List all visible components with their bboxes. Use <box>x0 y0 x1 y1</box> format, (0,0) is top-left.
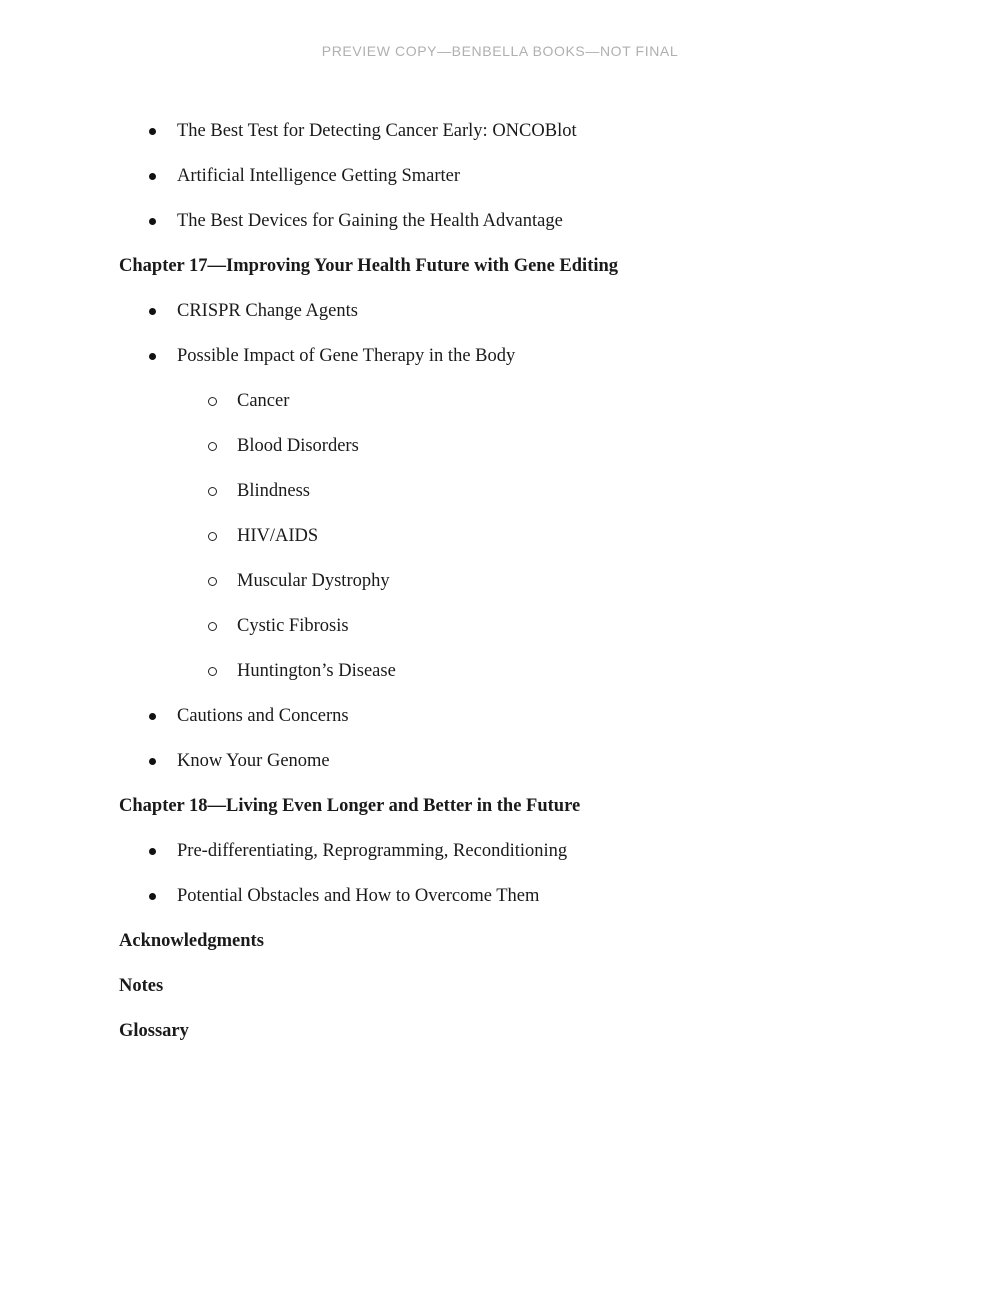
bullet-icon <box>149 848 156 855</box>
bullet-icon <box>149 353 156 360</box>
bullet-icon <box>149 758 156 765</box>
table-of-contents <box>119 121 970 1066</box>
toc-item-label: Artificial Intelligence Getting Smarter <box>177 166 461 186</box>
preview-watermark: PREVIEW COPY—BENBELLA BOOKS—NOT FINAL <box>321 43 679 59</box>
open-circle-bullet-icon <box>208 622 217 631</box>
bullet-icon <box>149 128 156 135</box>
toc-item <box>119 841 970 861</box>
toc-item <box>119 706 970 726</box>
toc-item-label: CRISPR Change Agents <box>177 301 358 321</box>
toc-item <box>119 346 970 366</box>
bullet-icon <box>149 893 156 900</box>
bullet-icon <box>149 218 156 225</box>
toc-item <box>119 166 970 186</box>
toc-item <box>119 751 970 771</box>
chapter-18-heading: Chapter 18—Living Even Longer and Better in the Future <box>119 796 581 816</box>
toc-item-label: The Best Devices for Gaining the Health Advantage <box>177 211 563 231</box>
toc-item-label: Possible Impact of Gene Therapy in the Body <box>177 346 516 366</box>
toc-sub-item <box>119 391 970 411</box>
back-matter-glossary: Glossary <box>119 1021 189 1041</box>
toc-sub-item <box>119 571 970 591</box>
back-matter-notes: Notes <box>119 976 164 996</box>
open-circle-bullet-icon <box>208 532 217 541</box>
toc-sub-item-label: Cancer <box>237 391 290 411</box>
open-circle-bullet-icon <box>208 667 217 676</box>
bullet-icon <box>149 308 156 315</box>
open-circle-bullet-icon <box>208 397 217 406</box>
toc-sub-item <box>119 481 970 501</box>
toc-sub-item <box>119 436 970 456</box>
open-circle-bullet-icon <box>208 442 217 451</box>
bullet-icon <box>149 713 156 720</box>
chapter-17-heading: Chapter 17—Improving Your Health Future with Gene Editing <box>119 256 619 276</box>
toc-sub-item-label: Huntington’s Disease <box>237 661 396 681</box>
toc-item-label: Pre-differentiating, Reprogramming, Reconditioning <box>177 841 568 861</box>
toc-sub-item <box>119 661 970 681</box>
toc-item-label: The Best Test for Detecting Cancer Early: ONCOBlot <box>177 121 577 141</box>
open-circle-bullet-icon <box>208 487 217 496</box>
toc-sub-item <box>119 526 970 546</box>
toc-item <box>119 301 970 321</box>
toc-sub-item-label: Cystic Fibrosis <box>237 616 349 636</box>
open-circle-bullet-icon <box>208 577 217 586</box>
toc-item <box>119 211 970 231</box>
toc-sub-item-label: Blindness <box>237 481 310 501</box>
toc-item <box>119 886 970 906</box>
toc-sub-item-label: HIV/AIDS <box>237 526 319 546</box>
toc-sub-item <box>119 616 970 636</box>
back-matter-acknowledgments: Acknowledgments <box>119 931 264 951</box>
bullet-icon <box>149 173 156 180</box>
toc-item-label: Know Your Genome <box>177 751 330 771</box>
toc-item-label: Potential Obstacles and How to Overcome Them <box>177 886 540 906</box>
toc-sub-item-label: Muscular Dystrophy <box>237 571 390 591</box>
toc-item <box>119 121 970 141</box>
toc-item-label: Cautions and Concerns <box>177 706 349 726</box>
toc-sub-item-label: Blood Disorders <box>237 436 359 456</box>
